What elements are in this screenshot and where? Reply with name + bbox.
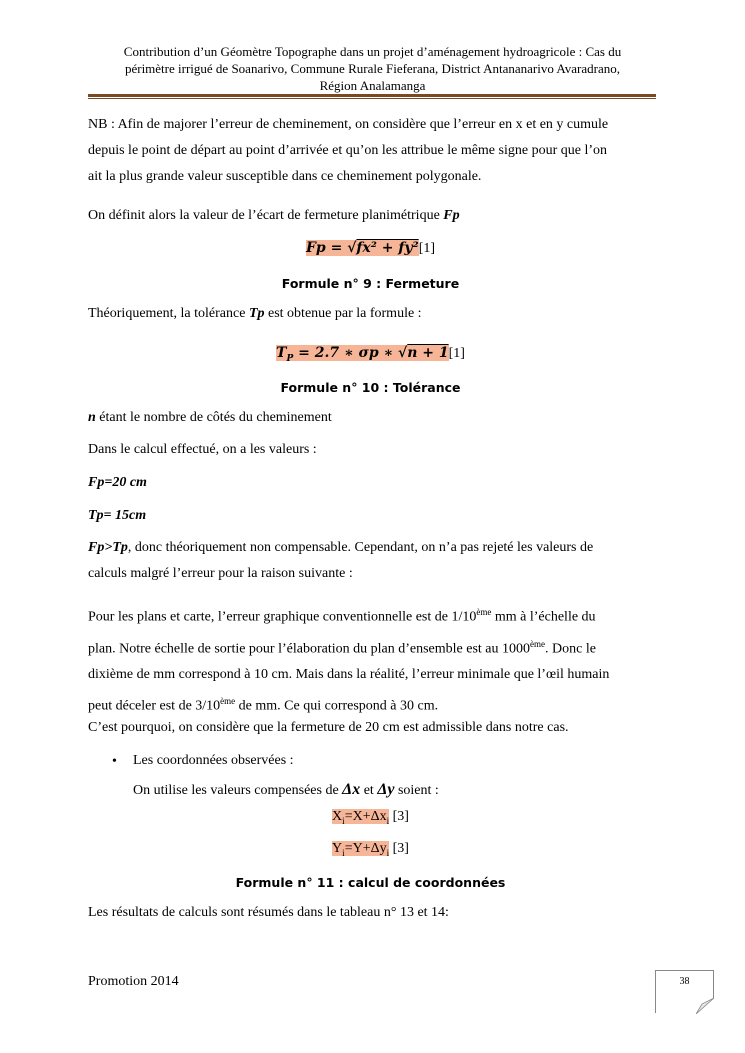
formula-yi-sub2: i bbox=[386, 847, 390, 858]
calc-intro: Dans le calcul effectué, on a les valeurs : bbox=[88, 442, 317, 457]
plans-line-2-sup: ème bbox=[530, 638, 546, 649]
formula-10-middle: = 2.7 ∗ σp ∗ bbox=[293, 345, 399, 361]
header-line-1: Contribution d’un Géomètre Topographe dans un projet d’aménagement hydroagricole : Cas du bbox=[123, 44, 622, 59]
header-rule-thin bbox=[88, 98, 656, 99]
formula-9-expression: Fp = √fx² + fy² bbox=[305, 240, 419, 256]
nb-line-1: NB : Afin de majorer l’erreur de cheminement, on considère que l’erreur en x et en y cumule bbox=[88, 117, 609, 132]
plans-line-1-sup: ème bbox=[476, 607, 492, 617]
formula-xi bbox=[88, 809, 653, 826]
nb-line-2: depuis le point de départ au point d’arrivée et qu’on les attribue le même signe pour que l’on bbox=[88, 143, 608, 158]
formula-yi-a: Y bbox=[332, 841, 343, 856]
formula-10 bbox=[88, 345, 653, 364]
formula-xi-b: =X+Δx bbox=[344, 809, 387, 824]
page-number-box bbox=[655, 970, 714, 1013]
formula-10-radicand: n + 1 bbox=[407, 345, 449, 361]
comparison-line-2: calculs malgré l’erreur pour la raison suivante : bbox=[88, 566, 353, 581]
bullet-text bbox=[133, 777, 653, 804]
tolerance-variable: Tp bbox=[248, 306, 265, 321]
plans-line-4b: de mm. Ce qui correspond à 30 cm. bbox=[235, 698, 439, 714]
tolerance-text-2: est obtenue par la formule : bbox=[264, 306, 422, 321]
plans-line-4-sup: ème bbox=[220, 696, 236, 707]
formula-9-lhs: Fp = bbox=[305, 240, 343, 256]
formula-xi-sub2: i bbox=[386, 815, 390, 826]
running-header bbox=[95, 43, 650, 94]
conclusion-paragraph: C’est pourquoi, on considère que la fermeture de 20 cm est admissible dans notre cas. bbox=[88, 720, 569, 735]
formula-xi-ref: [3] bbox=[389, 809, 409, 824]
bullet-icon: • bbox=[112, 754, 117, 769]
n-text: étant le nombre de côtés du cheminement bbox=[95, 410, 332, 425]
fp-value-text: Fp=20 cm bbox=[88, 475, 147, 490]
caption-formula-11: Formule n° 11 : calcul de coordonnées bbox=[235, 875, 506, 890]
formula-yi-ref: [3] bbox=[389, 841, 409, 856]
bullet-et: et bbox=[360, 783, 378, 798]
formula-yi-b: =Y+Δy bbox=[344, 841, 387, 856]
page-curl-icon bbox=[696, 998, 714, 1014]
caption-formula-9: Formule n° 9 : Fermeture bbox=[281, 276, 460, 291]
formula-yi bbox=[88, 841, 653, 858]
n-definition bbox=[88, 405, 653, 431]
plans-line-2a: plan. Notre échelle de sortie pour l’élaboration du plan d’ensemble est au 1000 bbox=[88, 641, 531, 657]
bullet-dy: Δy bbox=[377, 781, 395, 798]
formula-10-ref: [1] bbox=[448, 346, 465, 361]
fp-value bbox=[88, 470, 653, 496]
formula-xi-expression bbox=[332, 809, 389, 824]
formula-xi-sub1: i bbox=[342, 815, 345, 826]
formula-9-radicand: fx² + fy² bbox=[356, 240, 419, 256]
header-line-2: périmètre irrigué de Soanarivo, Commune Rurale Fieferana, District Antananarivo Avaradrano, bbox=[124, 61, 621, 76]
comparison-line-1: , donc théoriquement non compensable. Cependant, on n’a pas rejeté les valeurs de bbox=[127, 540, 594, 555]
formula-9 bbox=[88, 240, 653, 257]
formula-yi-sub1: i bbox=[342, 847, 345, 858]
bullet-text-1: On utilise les valeurs compensées de bbox=[133, 783, 343, 798]
plans-line-1b: mm à l’échelle du bbox=[491, 609, 596, 625]
nb-line-3: ait la plus grande valeur susceptible dans ce cheminement polygonale. bbox=[88, 169, 482, 184]
formula-xi-a: X bbox=[332, 809, 343, 824]
bullet-title: Les coordonnées observées : bbox=[133, 753, 294, 768]
formula-9-ref: [1] bbox=[418, 241, 436, 256]
n-variable: n bbox=[88, 410, 96, 425]
tp-value-text: Tp= 15cm bbox=[88, 508, 147, 523]
formula-10-lhs: T bbox=[276, 345, 287, 361]
comparison-variable: Fp>Tp bbox=[88, 540, 128, 555]
tp-value bbox=[88, 503, 653, 529]
formula-10-subscript: P bbox=[286, 353, 294, 364]
results-paragraph: Les résultats de calculs sont résumés dans le tableau n° 13 et 14: bbox=[88, 905, 449, 920]
nb-paragraph bbox=[88, 112, 653, 190]
plans-paragraph bbox=[88, 599, 653, 720]
page-number: 38 bbox=[679, 976, 690, 987]
comparison-paragraph bbox=[88, 535, 653, 587]
bullet-dx: Δx bbox=[342, 781, 361, 798]
header-rule-thick bbox=[88, 94, 656, 97]
footer-promotion: Promotion 2014 bbox=[88, 974, 179, 989]
bullet-text-2: soient : bbox=[394, 783, 439, 798]
header-line-3: Région Analamanga bbox=[319, 78, 426, 93]
definition-variable: Fp bbox=[443, 208, 460, 223]
formula-10-expression: $T_P = 2.7$ ∗ σp ∗ √n + 1 bbox=[276, 345, 449, 364]
plans-line-3: dixième de mm correspond à 10 cm. Mais dans la réalité, l’erreur minimale que l’œil humain bbox=[88, 667, 610, 683]
definition-paragraph bbox=[88, 203, 653, 229]
plans-line-2b: . Donc le bbox=[545, 641, 596, 657]
plans-line-4a: peut déceler est de 3/10 bbox=[88, 698, 221, 714]
plans-line-1a: Pour les plans et carte, l’erreur graphique conventionnelle est de 1/10 bbox=[88, 609, 477, 625]
caption-formula-10: Formule n° 10 : Tolérance bbox=[280, 380, 461, 395]
definition-text: On définit alors la valeur de l’écart de fermeture planimétrique bbox=[88, 208, 444, 223]
formula-yi-expression bbox=[332, 841, 389, 856]
tolerance-text-1: Théoriquement, la tolérance bbox=[88, 306, 249, 321]
tolerance-paragraph bbox=[88, 301, 653, 327]
